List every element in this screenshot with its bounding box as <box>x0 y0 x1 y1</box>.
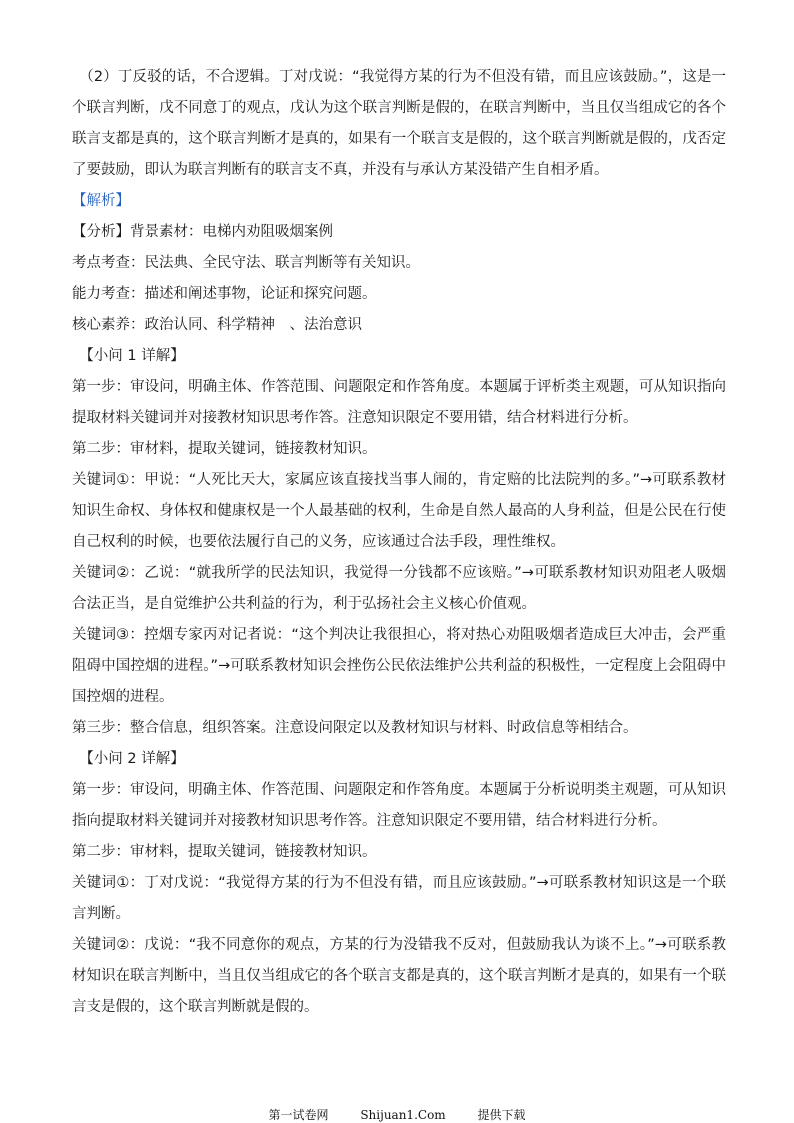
question-2-heading: 【小问 2 详解】 <box>79 751 185 767</box>
q1-step-1: 第一步：审设问，明确主体、作答范围、问题限定和作答角度。本题属于评析类主观题，可从知识指向提取材料关键词并对接教材知识思考作答。注意知识限定不要用错，结合材料进行分析。 <box>72 379 726 426</box>
q1-keyword-3: 关键词③：控烟专家丙对记者说：“这个判决让我很担心，将对热心劝阻吸烟者造成巨大冲击，会严重阻碍中国控烟的进程。”→可联系教材知识会挫伤公民依法维护公共利益的积极性，一定程度上会阻碍中国控烟的进程。 <box>72 627 726 705</box>
core-literacy: 核心素养：政治认同、科学精神 、法治意识 <box>72 317 362 333</box>
background-material: 【分析】背景素材：电梯内劝阻吸烟案例 <box>72 224 333 240</box>
document-body <box>72 62 726 1023</box>
q2-step-1: 第一步：审设问，明确主体、作答范围、问题限定和作答角度。本题属于分析说明类主观题，可从知识指向提取材料关键词并对接教材知识思考作答。注意知识限定不要用错，结合材料进行分析。 <box>72 782 726 829</box>
q2-keyword-2: 关键词②：戊说：“我不同意你的观点，方某的行为没错我不反对，但鼓励我认为谈不上。”→可联系教材知识在联言判断中，当且仅当组成它的各个联言支都是真的，这个联言判断才是真的，如果有一个联言支是假的，这个联言判断就是假的。 <box>72 937 726 1015</box>
answer-paragraph: （2）丁反驳的话，不合逻辑。丁对戊说：“我觉得方某的行为不但没有错，而且应该鼓励。”，这是一个联言判断，戊不同意丁的观点，戊认为这个联言判断是假的，在联言判断中，当且仅当组成它的各个联言支都是真的，这个联言判断才是真的，如果有一个联言支是假的，这个联言判断就是假的，戊否定了要鼓励，即认为联言判断有的联言支不真，并没有与承认方某没错产生自相矛盾。 <box>72 69 726 178</box>
footer-download-note: 提供下载 <box>477 1108 526 1122</box>
q1-keyword-1: 关键词①：甲说：“人死比天大，家属应该直接找当事人闹的，肯定赔的比法院判的多。”→可联系教材知识生命权、身体权和健康权是一个人最基础的权利，生命是自然人最高的人身利益，但是公民在行使自己权利的时候，也要依法履行自己的义务，应该通过合法手段，理性维权。 <box>72 472 726 550</box>
question-1-heading: 【小问 1 详解】 <box>79 348 185 364</box>
q1-step-3: 第三步：整合信息，组织答案。注意设问限定以及教材知识与材料、时政信息等相结合。 <box>72 720 638 736</box>
ability-points: 能力考查：描述和阐述事物，论证和探究问题。 <box>72 286 377 302</box>
q1-step-2: 第二步：审材料，提取关键词，链接教材知识。 <box>72 441 377 457</box>
analysis-label: 【解析】 <box>72 193 130 209</box>
footer-site-name: 第一试卷网 <box>268 1108 329 1122</box>
q2-step-2: 第二步：审材料，提取关键词，链接教材知识。 <box>72 844 377 860</box>
footer-site-url: Shijuan1.Com <box>360 1108 446 1122</box>
page-footer <box>0 1106 794 1123</box>
q1-keyword-2: 关键词②：乙说：“就我所学的民法知识，我觉得一分钱都不应该赔。”→可联系教材知识劝阻老人吸烟合法正当，是自觉维护公共利益的行为，利于弘扬社会主义核心价值观。 <box>72 565 726 612</box>
q2-keyword-1: 关键词①：丁对戊说：“我觉得方某的行为不但没有错，而且应该鼓励。”→可联系教材知识这是一个联言判断。 <box>72 875 726 922</box>
exam-points: 考点考查：民法典、全民守法、联言判断等有关知识。 <box>72 255 420 271</box>
